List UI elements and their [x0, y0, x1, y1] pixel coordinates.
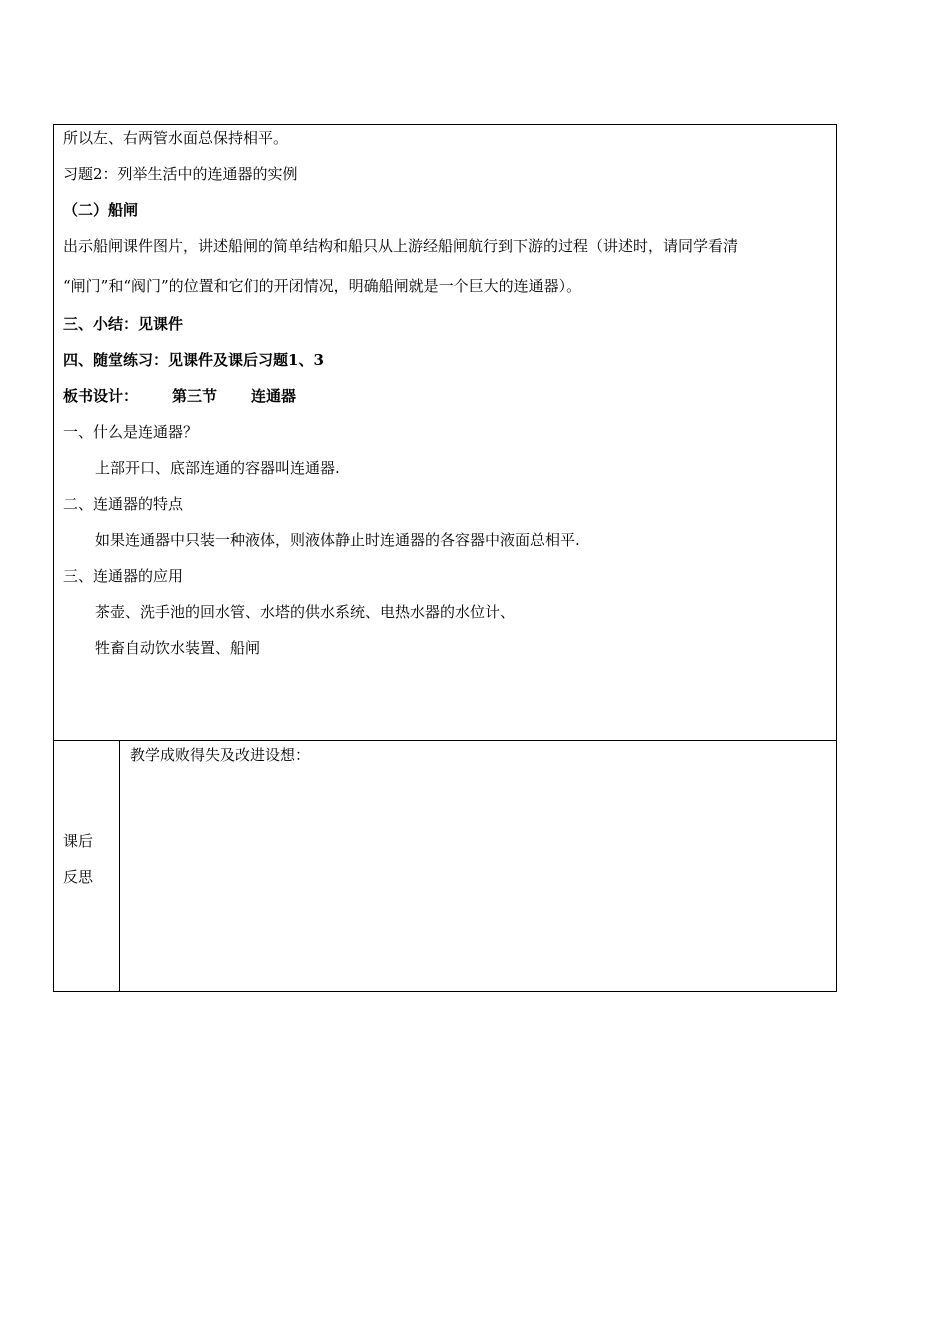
board-section: 第三节 [172, 387, 218, 405]
board-line: 上部开口、底部连通的容器叫连通器. [95, 459, 340, 477]
reflection-label-cell [54, 741, 120, 991]
board-line: 如果连通器中只装一种液体，则液体静止时连通器的各容器中液面总相平. [95, 531, 580, 549]
reflection-prompt: 教学成败得失及改进设想： [130, 746, 311, 764]
lesson-content-cell [54, 125, 836, 741]
board-design-heading [63, 386, 296, 406]
board-design-label: 板书设计： [63, 387, 139, 405]
reflection-content-cell [120, 741, 836, 991]
board-line: 一、什么是连通器？ [63, 423, 199, 441]
section-heading: （二）船闸 [63, 201, 139, 219]
reflection-label: 反思 [63, 868, 94, 886]
board-line: 三、连通器的应用 [63, 567, 184, 585]
content-line: 所以左、右两管水面总保持相平。 [63, 129, 289, 147]
content-line: 习题2：列举生活中的连通器的实例 [63, 165, 298, 183]
board-line: 二、连通器的特点 [63, 495, 184, 513]
content-line: 出示船闸课件图片，讲述船闸的简单结构和船只从上游经船闸航行到下游的过程（讲述时，请同学看清 [63, 237, 739, 255]
board-line: 牲畜自动饮水装置、船闸 [95, 639, 261, 657]
content-line: “闸门”和“阀门”的位置和它们的开闭情况，明确船闸就是一个巨大的连通器）。 [63, 277, 582, 295]
practice-heading: 四、随堂练习：见课件及课后习题1、3 [63, 351, 324, 369]
board-topic: 连通器 [251, 387, 297, 405]
lesson-plan-table [53, 124, 837, 992]
board-line: 茶壶、洗手池的回水管、水塔的供水系统、电热水器的水位计、 [95, 603, 516, 621]
summary-heading: 三、小结：见课件 [63, 315, 184, 333]
reflection-label: 课后 [63, 832, 94, 850]
